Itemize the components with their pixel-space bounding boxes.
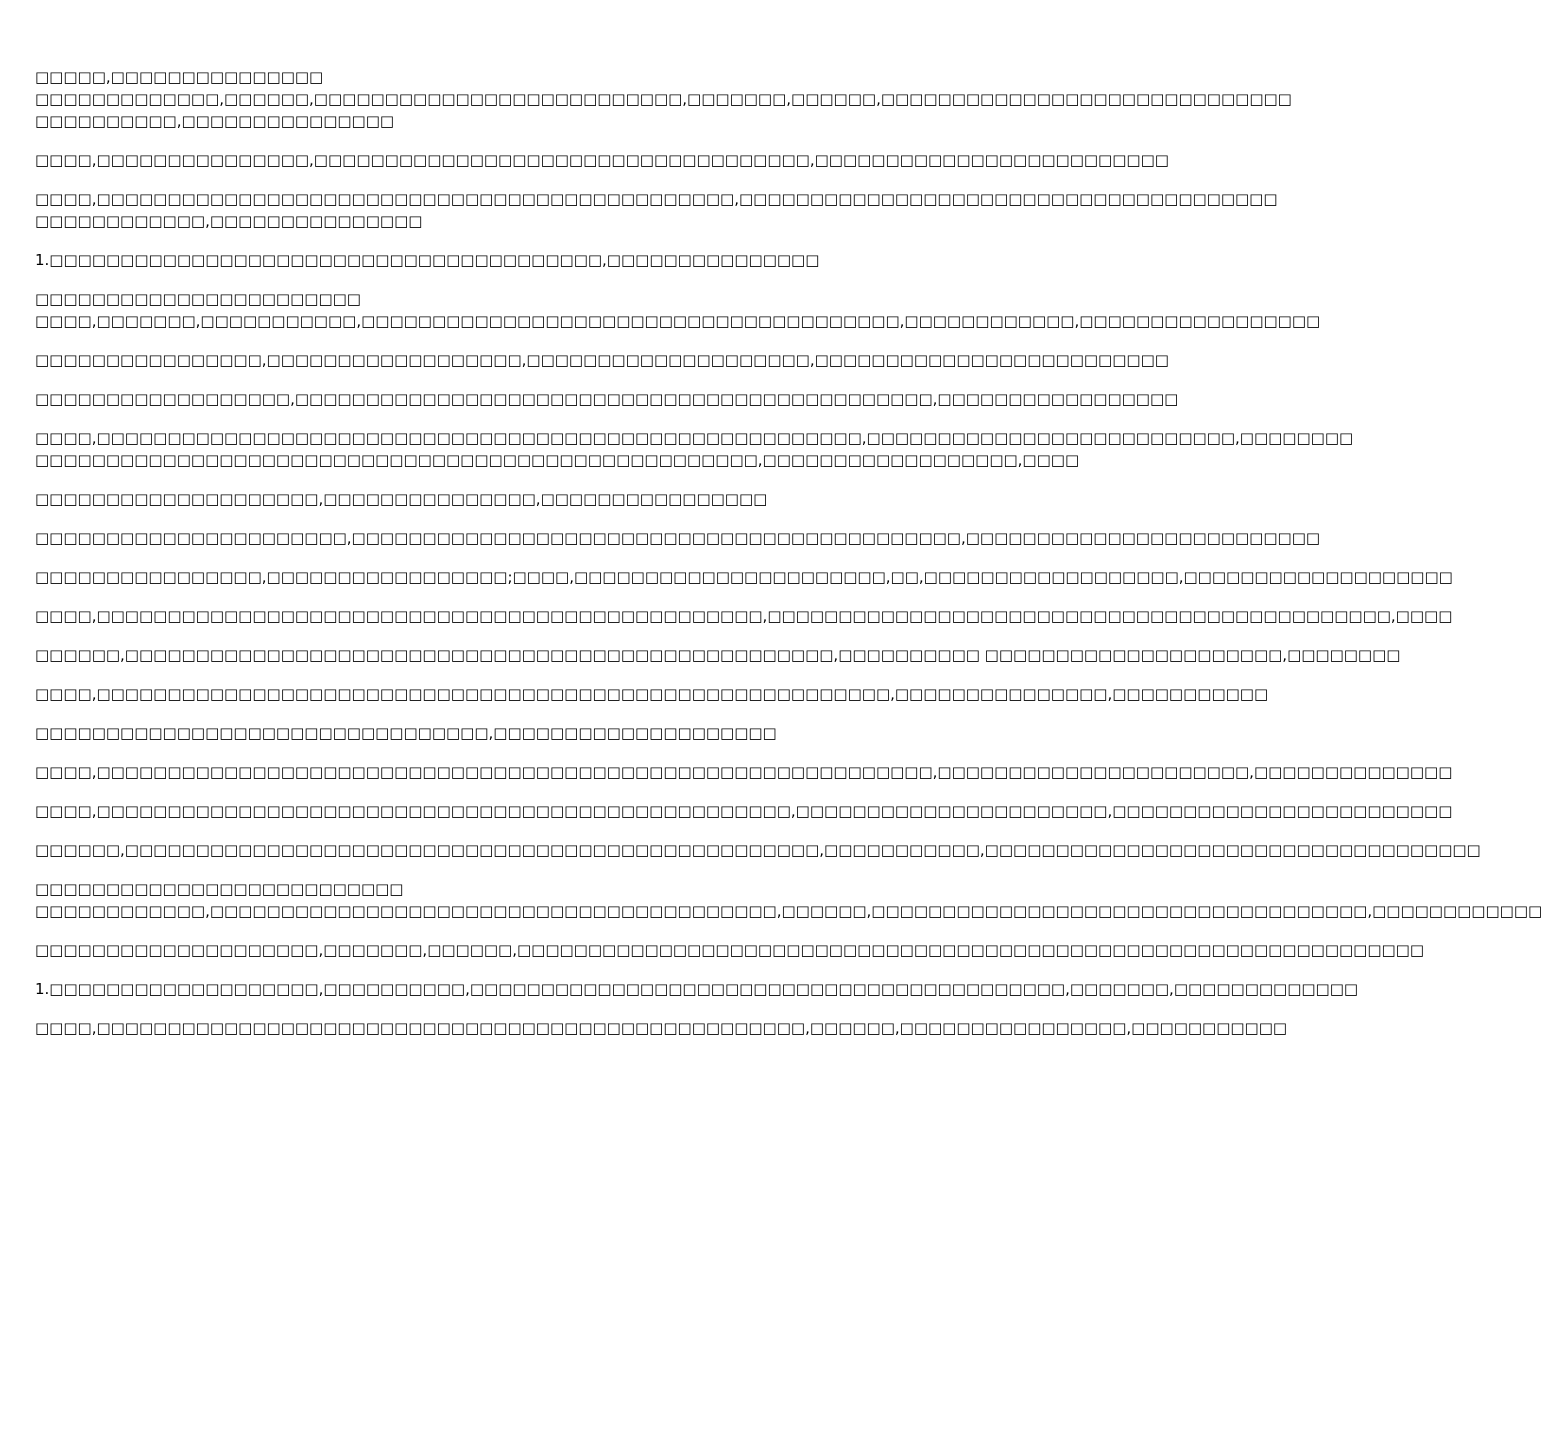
text-line: 1.□□□□□□□□□□□□□□□□□□□,□□□□□□□□□□,□□□□□□□□□□□□□□□□□□□□□□□□□□□□□□□□□□□□□□□□□□,□□□□□□□,□□□□□□□□□□□□□ xyxy=(35,980,1359,998)
text-line: □□□□,□□□□□□□□□□□□□□□□□□□□□□□□□□□□□□□□□□□□□□□□□□□□□□□□□□□□□□□□□□□,□□□□□□□□□□□□□□□□□□□□□□,□□□□□□□□□□□□□□ xyxy=(35,763,1453,781)
text-line: □□□□□□,□□□□□□□□□□□□□□□□□□□□□□□□□□□□□□□□□□□□□□□□□□□□□□□□□,□□□□□□□□□□□,□□□□□□□□□□□□□□□□□□□□□□□□□□□□□□□□□□□ xyxy=(35,841,1481,859)
text-line: □□□□□□□□□□□□□,□□□□□□,□□□□□□□□□□□□□□□□□□□□□□□□□□,□□□□□□□,□□□□□□,□□□□□□□□□□□□□□□□□□□□□□□□□□□□□ xyxy=(35,90,1292,108)
paragraph xyxy=(35,249,990,271)
paragraph xyxy=(35,1017,1288,1039)
paragraph xyxy=(35,188,1278,232)
paragraph xyxy=(35,939,1425,961)
paragraph xyxy=(35,605,1453,627)
text-line: □□□□□□□□□□□□□□□□□□□□□□□□□□□□□□□□,□□□□□□□□□□□□□□□□□□□□ xyxy=(35,724,777,742)
text-line: □□□□□□□□□□□□□□□□□□□□,□□□□□□□,□□□□□□,□□□□□□□□□□□□□□□□□□□□□□□□□□□□□□□□□□□□□□□□□□□□□□□□□□□□□□□□□□□□□□□□ xyxy=(35,941,1425,959)
text-line: □□□□,□□□□□□□□□□□□□□□□□□□□□□□□□□□□□□□□□□□□□□□□□□□□□,□□□□□□□□□□□□□□□□□□□□□□□□□□□□□□□□□□□□□□ xyxy=(35,190,1278,208)
text-line: □□□□□□□□□□,□□□□□□□□□□□□□□□ xyxy=(35,112,395,130)
paragraph xyxy=(35,288,1321,332)
text-line: □□□□□□□□□□□□,□□□□□□□□□□□□□□□□□□□□□□□□□□□□□□□□□□□□□□□□,□□□□□□,□□□□□□□□□□□□□□□□□□□□□□□□□□□□□□□□□□□,□□□□□□□□□□□□ xyxy=(35,902,1542,920)
text-line: □□□□,□□□□□□□□□□□□□□□□□□□□□□□□□□□□□□□□□□□□□□□□□□□□□□□□□□,□□□□□□,□□□□□□□□□□□□□□□□,□□□□□□□□□□□ xyxy=(35,1019,1288,1037)
paragraph xyxy=(35,722,990,744)
paragraph xyxy=(35,683,1269,705)
text-line: □□□□□□□□□□□□□□□□□□□□□□□□□□□□□□□□□□□□□□□□□□□□□□□□□□□,□□□□□□□□□□□□□□□□□□,□□□□ xyxy=(35,451,1080,469)
text-line: □□□□□□□□□□□□□□□□□□□□□□□ xyxy=(35,290,361,308)
text-line: □□□□,□□□□□□□□□□□□□□□□□□□□□□□□□□□□□□□□□□□□□□□□□□□□□□□□□□□□□□,□□□□□□□□□□□□□□□□□□□□□□□□□□,□□□□□□□□ xyxy=(35,429,1354,447)
document-body xyxy=(35,66,1542,1039)
text-line: □□□□□□,□□□□□□□□□□□□□□□□□□□□□□□□□□□□□□□□□□□□□□□□□□□□□□□□□□,□□□□□□□□□□ □□□□□□□□□□□□□□□□□□□□□,□□□□□□□□ xyxy=(35,646,1401,664)
text-line: □□□□□□□□□□□□□□□□,□□□□□□□□□□□□□□□□□;□□□□,□□□□□□□□□□□□□□□□□□□□□□,□□,□□□□□□□□□□□□□□□□□□,□□□□□□□□□□□□□□□□□□□ xyxy=(35,568,1453,586)
paragraph xyxy=(35,427,1354,471)
text-line: □□□□□,□□□□□□□□□□□□□□□ xyxy=(35,68,324,86)
paragraph xyxy=(35,527,1321,549)
text-line: □□□□,□□□□□□□,□□□□□□□□□□□,□□□□□□□□□□□□□□□□□□□□□□□□□□□□□□□□□□□□□□,□□□□□□□□□□□□,□□□□□□□□□□□□□□□□□ xyxy=(35,312,1321,330)
text-line: □□□□□□□□□□□□□□□□□□□□□□□□□□ xyxy=(35,880,404,898)
text-line: □□□□,□□□□□□□□□□□□□□□□□□□□□□□□□□□□□□□□□□□□□□□□□□□□□□□□□□□□□□□□,□□□□□□□□□□□□□□□,□□□□□□□□□□□ xyxy=(35,685,1269,703)
text-line: □□□□,□□□□□□□□□□□□□□□,□□□□□□□□□□□□□□□□□□□□□□□□□□□□□□□□□□□,□□□□□□□□□□□□□□□□□□□□□□□□□ xyxy=(35,151,1169,169)
paragraph xyxy=(35,644,1401,666)
paragraph xyxy=(35,761,1453,783)
paragraph xyxy=(35,488,990,510)
paragraph xyxy=(35,149,1169,171)
text-line: □□□□,□□□□□□□□□□□□□□□□□□□□□□□□□□□□□□□□□□□□□□□□□□□□□□□□□,□□□□□□□□□□□□□□□□□□□□□□,□□□□□□□□□□□□□□□□□□□□□□□□ xyxy=(35,802,1453,820)
paragraph xyxy=(35,978,1359,1000)
paragraph xyxy=(35,388,1179,410)
paragraph xyxy=(35,839,1481,861)
text-line: □□□□□□□□□□□□□□□□,□□□□□□□□□□□□□□□□□□,□□□□□□□□□□□□□□□□□□□□,□□□□□□□□□□□□□□□□□□□□□□□□□ xyxy=(35,351,1169,369)
text-line: □□□□□□□□□□□□□□□□□□□□□□,□□□□□□□□□□□□□□□□□□□□□□□□□□□□□□□□□□□□□□□□□□□,□□□□□□□□□□□□□□□□□□□□□□□□□ xyxy=(35,529,1321,547)
text-line: □□□□□□□□□□□□□□□□□□□□,□□□□□□□□□□□□□□□,□□□□□□□□□□□□□□□□ xyxy=(35,490,768,508)
paragraph xyxy=(35,349,1169,371)
text-line: □□□□□□□□□□□□,□□□□□□□□□□□□□□□ xyxy=(35,212,423,230)
text-line: □□□□,□□□□□□□□□□□□□□□□□□□□□□□□□□□□□□□□□□□□□□□□□□□□□□□,□□□□□□□□□□□□□□□□□□□□□□□□□□□□□□□□□□□□□□□□□□□□,□□□□ xyxy=(35,607,1453,625)
text-line: 1.□□□□□□□□□□□□□□□□□□□□□□□□□□□□□□□□□□□□□□□,□□□□□□□□□□□□□□□ xyxy=(35,251,820,269)
paragraph xyxy=(35,566,1453,588)
paragraph xyxy=(35,800,1453,822)
paragraph xyxy=(35,66,1292,132)
text-line: □□□□□□□□□□□□□□□□□□,□□□□□□□□□□□□□□□□□□□□□□□□□□□□□□□□□□□□□□□□□□□□□,□□□□□□□□□□□□□□□□□ xyxy=(35,390,1179,408)
paragraph xyxy=(35,878,1542,922)
